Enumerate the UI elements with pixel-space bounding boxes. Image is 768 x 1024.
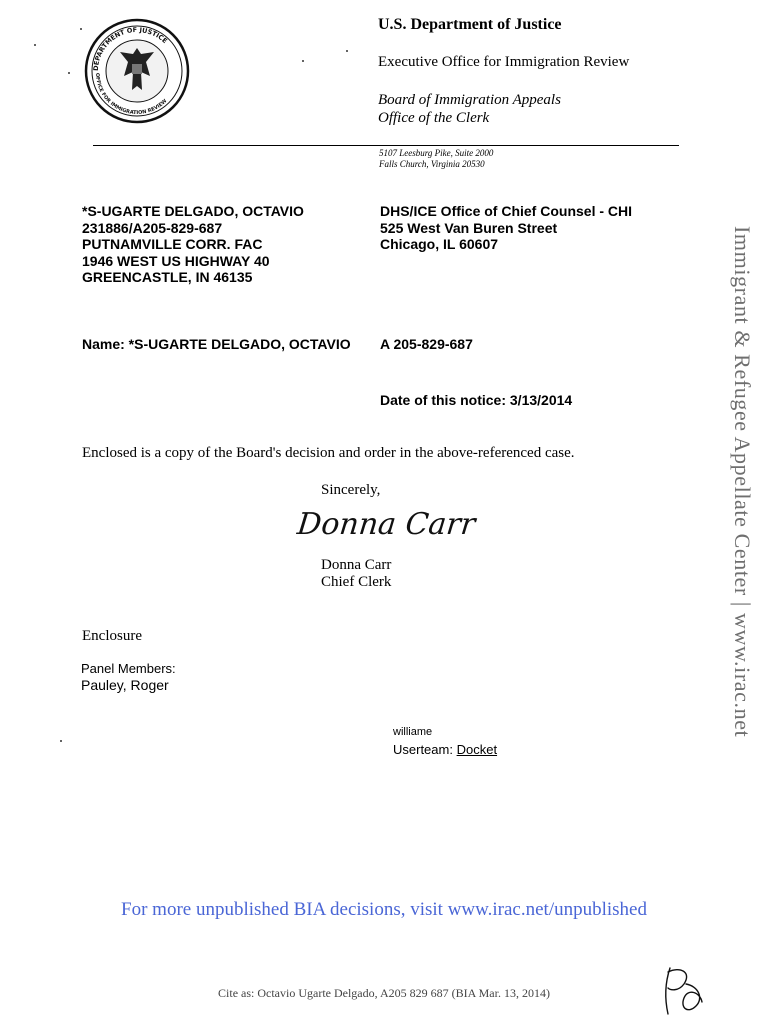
panel-member: Pauley, Roger — [81, 677, 169, 693]
citation: Cite as: Octavio Ugarte Delgado, A205 829 687 (BIA Mar. 13, 2014) — [218, 986, 550, 1000]
username: williame — [393, 726, 433, 738]
recipient-line: 1946 WEST US HIGHWAY 40 — [82, 252, 270, 269]
recipient-line: *S-UGARTE DELGADO, OCTAVIO — [82, 203, 304, 219]
letter-body: Enclosed is a copy of the Board's decision and order in the above-referenced case. — [82, 445, 575, 461]
signer-title: Chief Clerk — [321, 574, 392, 590]
header-divider — [93, 145, 679, 146]
recipient-line: 231886/A205-829-687 — [82, 219, 223, 236]
svg-text:DEPARTMENT OF JUSTICE: DEPARTMENT OF JUSTICE — [91, 25, 169, 72]
recipient-address — [82, 203, 304, 286]
userteam — [393, 742, 497, 757]
a-number: A 205-829-687 — [380, 336, 473, 352]
closing: Sincerely, — [321, 482, 381, 498]
department-title: U.S. Department of Justice — [378, 16, 562, 33]
initials-mark — [658, 962, 708, 1020]
panel-label: Panel Members: — [81, 661, 176, 676]
svg-text:OFFICE FOR IMMIGRATION REVIEW: OFFICE FOR IMMIGRATION REVIEW — [93, 72, 169, 117]
doj-seal — [84, 18, 190, 124]
scan-speck — [34, 44, 36, 46]
signature — [296, 500, 486, 548]
recipient-line: GREENCASTLE, IN 46135 — [82, 269, 253, 285]
office-title: Executive Office for Immigration Review — [378, 54, 630, 70]
board-title — [378, 91, 561, 127]
office-address-line: 5107 Leesburg Pike, Suite 2000 — [379, 148, 494, 158]
clerk-office: Office of the Clerk — [378, 110, 490, 126]
signature-text: Donna Carr — [296, 507, 477, 542]
userteam-label: Userteam: — [393, 742, 453, 757]
scan-speck — [68, 72, 70, 74]
scan-speck — [80, 28, 82, 30]
counsel-line: Chicago, IL 60607 — [380, 236, 499, 252]
notice-date: Date of this notice: 3/13/2014 — [380, 392, 573, 408]
counsel-address — [380, 203, 632, 253]
signer-name: Donna Carr — [321, 557, 392, 573]
promo-link[interactable]: For more unpublished BIA decisions, visit www.irac.net/unpublished — [121, 899, 647, 920]
scan-speck — [346, 50, 348, 52]
counsel-line: 525 West Van Buren Street — [380, 219, 558, 236]
counsel-line: DHS/ICE Office of Chief Counsel - CHI — [380, 203, 633, 219]
recipient-line: PUTNAMVILLE CORR. FAC — [82, 236, 263, 252]
signer-block — [321, 557, 391, 591]
board-name: Board of Immigration Appeals — [378, 92, 561, 108]
scan-speck — [60, 740, 62, 742]
scan-speck — [302, 60, 304, 62]
irac-watermark: Immigrant & Refugee Appellate Center | www.irac.net — [730, 226, 755, 738]
enclosure-label: Enclosure — [82, 628, 142, 644]
case-name: Name: *S-UGARTE DELGADO, OCTAVIO — [82, 336, 351, 352]
userteam-value: Docket — [456, 742, 498, 757]
office-address-line: Falls Church, Virginia 20530 — [379, 159, 485, 169]
office-address — [379, 148, 493, 170]
